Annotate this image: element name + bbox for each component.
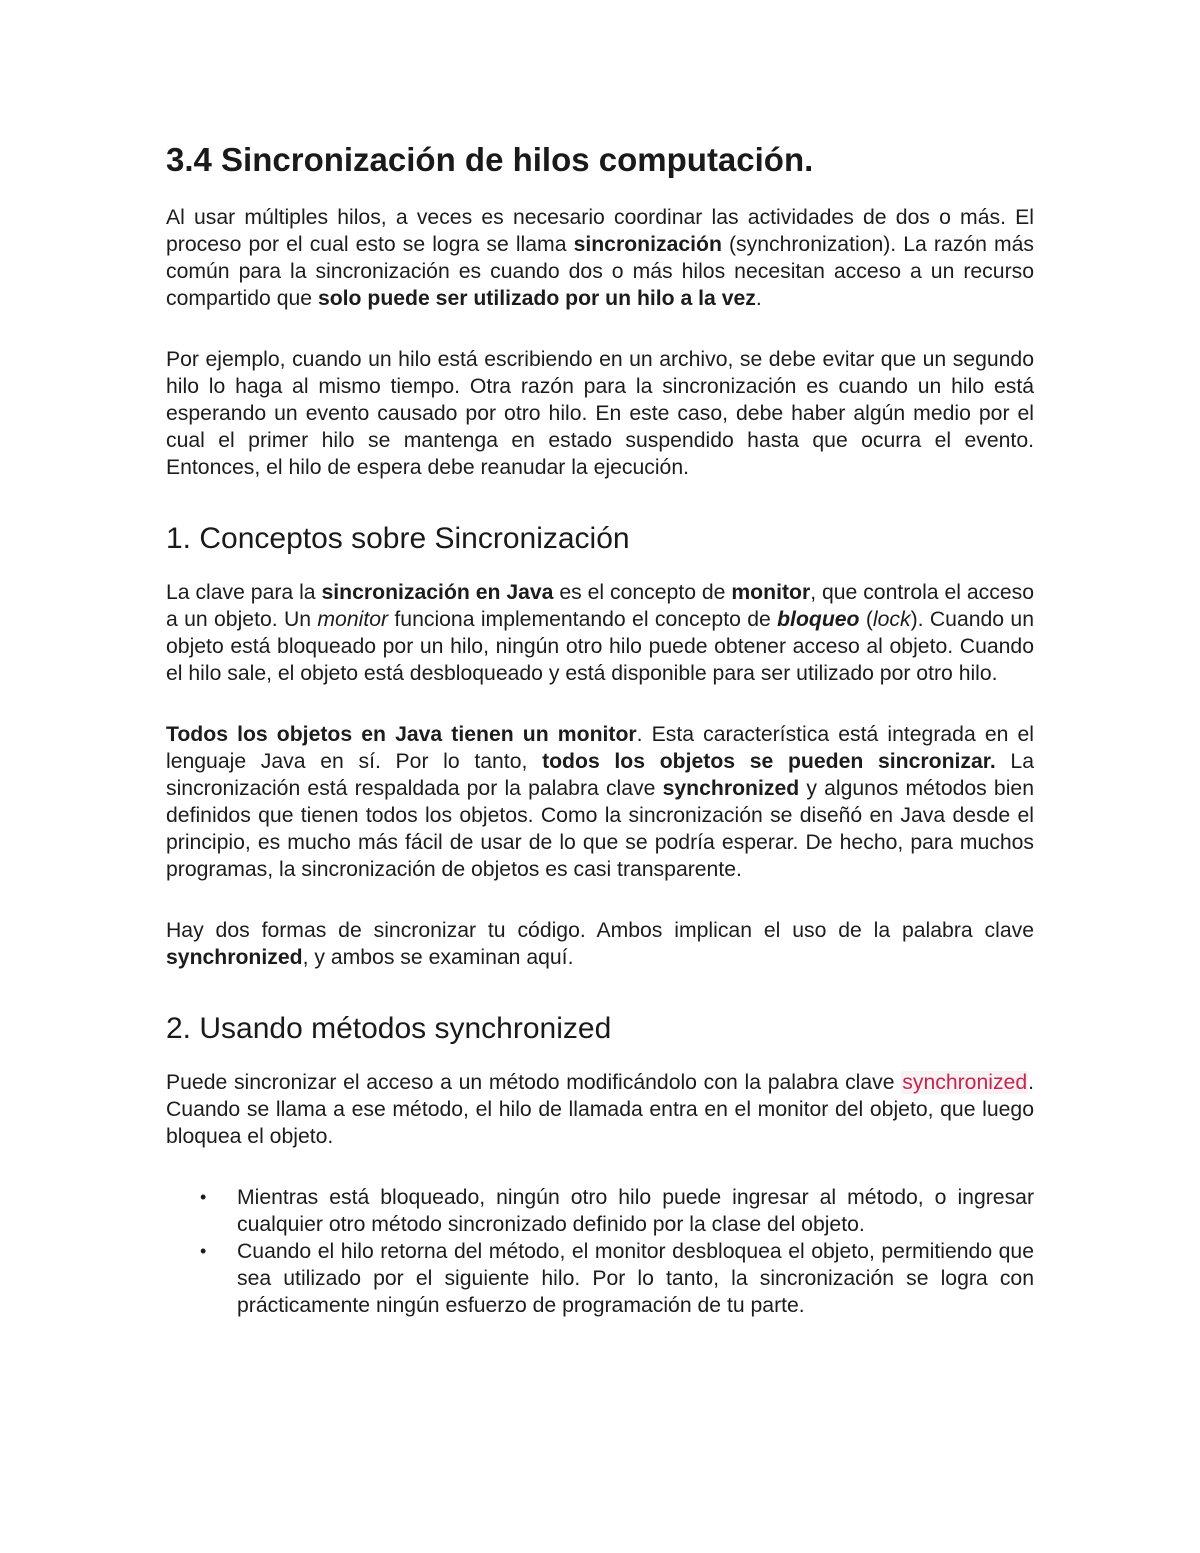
list-item-text: Cuando el hilo retorna del método, el monitor desbloquea el objeto, permitiendo que sea utilizado por el siguiente hilo. Por lo tanto, la sincronización se logra con prácticamente ningún esfuerzo de programación de tu parte. xyxy=(237,1240,1034,1317)
text-run: , que controla el acceso a un objeto. Un xyxy=(166,581,1034,631)
text-run: y algunos métodos bien definidos que tienen todos los objetos. Como la sincronización se diseñó en Java desde el principio, es mucho más fácil de usar de lo que se podría esperar. De hecho, para muchos programas, la sincronización de objetos es casi transparente. xyxy=(166,777,1034,881)
intro-paragraph-2: Por ejemplo, cuando un hilo está escribiendo en un archivo, se debe evitar que un segundo hilo lo haga al mismo tiempo. Otra razón para la sincronización es cuando un hilo está esperando un evento causado por otro hilo. En este caso, debe haber algún medio por el cual el primer hilo se mantenga en estado suspendido hasta que ocurra el evento. Entonces, el hilo de espera debe reanudar la ejecución. xyxy=(166,348,1034,479)
text-run: ). Cuando un objeto está bloqueado por un hilo, ningún otro hilo puede obtener acceso al objeto. Cuando el hilo sale, el objeto está desbloqueado y está disponible para ser utilizado por otro hilo. xyxy=(166,608,1034,685)
section-1-paragraph-2 xyxy=(166,721,1034,883)
text-run: (synchronization). La razón más común para la sincronización es cuando dos o más hilos necesitan acceso a un recurso compartido que xyxy=(166,233,1034,310)
text-run: . xyxy=(755,287,762,310)
text-run: Al usar múltiples hilos, a veces es necesario coordinar las actividades de dos o más. El proceso por el cual esto se logra se llama xyxy=(166,206,1034,256)
text-run: es el concepto de xyxy=(553,581,732,604)
list-item-text: Mientras está bloqueado, ningún otro hilo puede ingresar al método, o ingresar cualquier otro método sincronizado definido por la clase del objeto. xyxy=(237,1186,1034,1236)
bold-text: monitor xyxy=(731,581,811,604)
bold-text: todos los objetos se pueden sincronizar. xyxy=(542,750,996,773)
bold-text: synchronized xyxy=(662,777,800,800)
italic-text: lock xyxy=(872,608,911,631)
bullet-icon: • xyxy=(200,1241,207,1261)
section-1-paragraph-3 xyxy=(166,917,1034,971)
text-run: Hay dos formas de sincronizar tu código. Ambos implican el uso de la palabra clave xyxy=(166,919,1034,942)
bold-text: Todos los objetos en Java tienen un monitor xyxy=(166,723,637,746)
text-run: , y ambos se examinan aquí. xyxy=(302,946,574,969)
text-run: La sincronización está respaldada por la palabra clave xyxy=(166,750,1034,800)
bold-text: synchronized xyxy=(166,946,303,969)
text-run: . Cuando se llama a ese método, el hilo de llamada entra en el monitor del objeto, que luego bloquea el objeto. xyxy=(166,1071,1034,1148)
bold-text: sincronización xyxy=(573,233,722,256)
section-2-paragraph-1 xyxy=(166,1069,1034,1150)
section-1-paragraph-1 xyxy=(166,579,1034,687)
section-2-heading: 2. Usando métodos synchronized xyxy=(166,1012,612,1045)
bullet-icon: • xyxy=(200,1187,207,1207)
italic-text: monitor xyxy=(317,608,389,631)
bold-text: solo puede ser utilizado por un hilo a la vez xyxy=(317,287,756,310)
page-title: 3.4 Sincronización de hilos computación. xyxy=(166,141,814,178)
text-run: ( xyxy=(859,608,873,631)
bold-italic-text: bloqueo xyxy=(777,608,860,631)
section-1-heading: 1. Conceptos sobre Sincronización xyxy=(166,522,630,555)
code-keyword: synchronized xyxy=(902,1071,1028,1094)
text-run: . Esta característica está integrada en el lenguaje Java en sí. Por lo tanto, xyxy=(166,723,1035,773)
document-content xyxy=(166,138,1034,1319)
text-run: Puede sincronizar el acceso a un método modificándolo con la palabra clave xyxy=(166,1071,902,1094)
list-item xyxy=(166,1184,1034,1238)
intro-paragraph-1 xyxy=(166,204,1034,312)
bullet-list xyxy=(166,1184,1034,1319)
text-run: La clave para la xyxy=(166,581,322,604)
text-run: funciona implementando el concepto de xyxy=(388,608,778,631)
list-item xyxy=(166,1238,1034,1319)
bold-text: sincronización en Java xyxy=(321,581,554,604)
